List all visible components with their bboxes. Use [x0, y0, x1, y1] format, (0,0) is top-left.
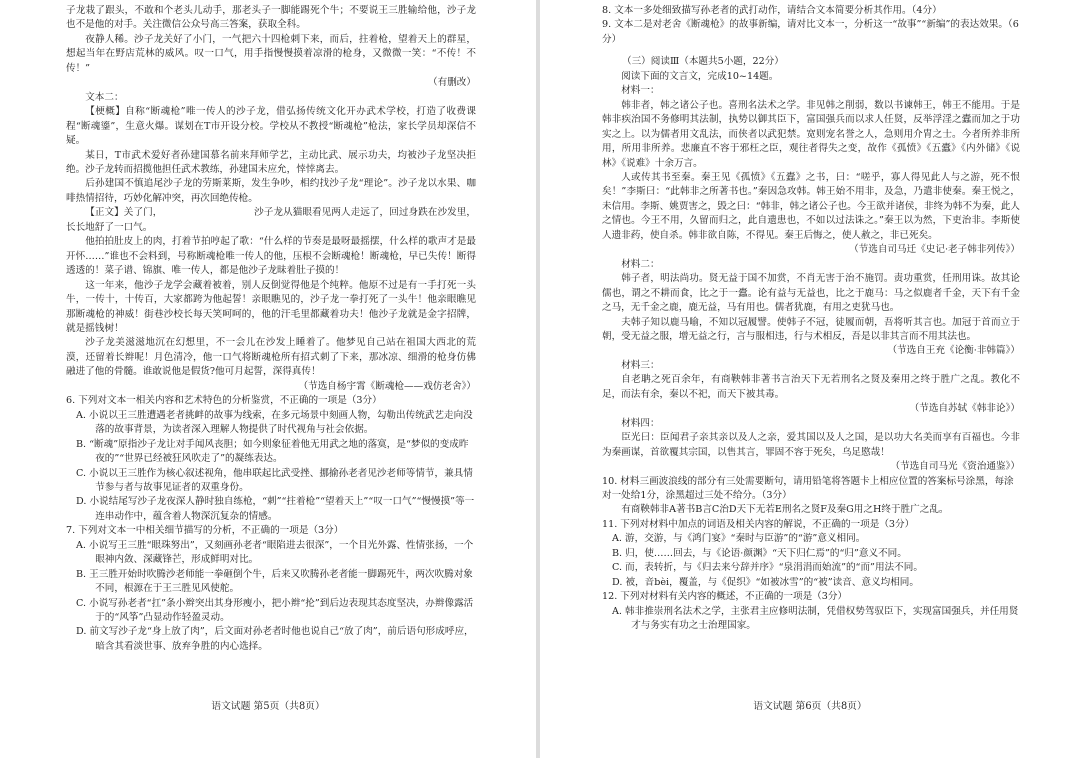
exam-page-6	[540, 0, 1080, 758]
question-text: 有商鞅韩非A著书B言C治D天下无若E刑名之贤F及秦G用之H终于胜广之乱。	[621, 504, 949, 516]
material-4-source: （节选自司马光《资治通鉴》）	[890, 461, 1020, 473]
material-1-heading: 材料一：	[621, 85, 660, 97]
paragraph: 后孙建国不慎追尾沙子龙的劳斯莱斯，发生争吵，相约找沙子龙“理论”。沙子龙以水果、咖啡热情招待，巧妙化解冲突，再次回绝传枪。	[66, 178, 476, 204]
question-text: D. 被，音bèi，覆盖，与《促织》“如被冰雪”的“被”读音、意义均相同。	[612, 576, 919, 588]
page-footer: 语文试题 第5页（共8页）	[211, 701, 325, 712]
paragraph: 【梗概】自称“断魂枪”唯一传人的沙子龙，借弘扬传统文化开办武术学校，打造了收费课程“断魂鎏”，生意火爆。谋划在T市开设分校。学校从不教授“断魂枪”枪法，家长学员却深信不疑。	[66, 106, 476, 147]
question-text: 9. 文本二是对老舍《断魂枪》的故事新编，请对比文本一，分析这一“故事”“新编”的表达效果。（6分）	[602, 19, 1019, 45]
question-text: 11. 下列对材料中加点的词语及相关内容的解说，不正确的一项是（3分）	[602, 518, 915, 530]
paragraph: 他拍拍肚皮上的肉，打着节拍哼起了歌：“什么样的节奏是最呀最摇摆，什么样的歌声才是最开怀……”谁也不会料到，号称断魂枪唯一传人的他，压根不会断魂枪！断魂枪，早已失传！断得透透的！菜子谱、锦旗、唯一传人，都是他沙子龙昧着肚子摸的！	[66, 236, 476, 277]
question-text: 6. 下列对文本一相关内容和艺术特色的分析鉴赏，不正确的一项是（3分）	[66, 395, 382, 407]
questions-6-7	[66, 394, 476, 654]
section-heading: （三）阅读Ⅲ（本题共5小题，22分）	[622, 56, 784, 68]
paragraph: 夫韩子知以鹿马喻，不知以冠履譬。使韩子不冠，徒履而朝，吾将听其言也。加冠于首而立于朝，受无益之服，增无益之行，言与服相违，行与术相反，吾是以非其言而不用其法也。	[602, 316, 1020, 342]
paragraph: 夜静人稀。沙子龙关好了小门，一气把六十四枪刺下来，而后，拄着枪，望着天上的群星，想起当年在野店荒林的威风。叹一口气，用手指慢慢摸着凉滑的枪身，又微微一笑：“不传！不传！”	[66, 33, 476, 74]
question-text: 7. 下列对文本一中相关细节描写的分析，不正确的一项是（3分）	[66, 525, 344, 537]
question-text: A. 小说写王三胜“眼珠努出”，又刻画孙老者“眼陷进去很深”，一个目光外露、性情张扬，一个眼神内敛、深藏锋芒，形成鲜明对比。	[76, 539, 474, 566]
material-3-source: （节选自苏轼《韩非论》）	[909, 403, 1020, 415]
material-2	[602, 272, 1020, 344]
material-1	[602, 99, 1020, 244]
paragraph: 自老聃之死百余年，有商鞅韩非著书言治天下无若刑名之贤及秦用之终于胜广之乱。教化不足，而法有余，秦以不祀，而天下被其毒。	[602, 374, 1020, 400]
reading-text-continued	[66, 4, 476, 394]
question-text: A. 游，交游，与《鸿门宴》“秦时与臣游”的“游”意义相同。	[612, 533, 866, 545]
material-4	[602, 431, 1020, 460]
question-text: B. “断魂”原指沙子龙让对手闻风丧胆；如今则象征着他无用武之地的落寞，是“梦似的变成昨夜的”“世界已经被狂风吹走了”的凝练表达。	[76, 438, 469, 465]
question-text: 8. 文本一多处细致描写孙老者的武打动作，请结合文本简要分析其作用。（4分）	[602, 5, 942, 16]
material-2-heading: 材料二：	[621, 258, 660, 270]
question-text: B. 王三胜开始时吹腾沙老师能一拳砸倒个牛，后来又吹腾孙老者能一脚踢死牛，两次吹腾对象不同，根源在于王三胜见风使舵。	[76, 568, 473, 595]
paragraph: 【正文】关了门， 沙子龙从猫眼看见两人走远了，回过身跌在沙发里，长长地舒了一口气。	[66, 207, 476, 233]
paragraph: 韩非者，韩之诸公子也。喜刑名法术之学。非见韩之削弱，数以书谏韩王，韩王不能用。于是韩非疾治国不务修明其法制，执势以御其臣下，富国强兵而以求人任贤，反举浮淫之蠹而加之于功实之上。以为儒者用文乱法，而侠者以武犯禁。宽则宠名誉之人，急则用介胄之士。今者所养非所用，所用非所养。悲廉直不容于邪枉之臣，观往者得失之变，故作《孤愤》《五蠹》《内外储》《说林》《说难》十余万言。	[602, 99, 1020, 169]
question-text: C. 而，表转折，与《归去来兮辞并序》“泉涓涓而始流”的“而”用法不同。	[612, 562, 923, 574]
question-text: B. 归，使……回去，与《论语·颜渊》“天下归仁焉”的“归”意义不同。	[612, 547, 907, 559]
paragraph: 文本二：	[85, 91, 124, 103]
paragraph: 子龙栽了跟头，不敢和个老头儿动手，那老头子一脚能踢死个牛；不要说王三胜输给他，沙子龙也不是他的对手。关注微信公众号高三答案，获取全科。	[66, 5, 476, 31]
question-text: D. 前文写沙子龙“身上放了肉”，后文面对孙老者时他也说自己“放了肉”，前后语句形成呼应，暗含其看淡世事、放弃争胜的内心选择。	[76, 626, 474, 652]
paragraph: 臣光曰：臣闻君子亲其亲以及人之亲，爱其国以及人之国，是以功大名美而享有百福也。今非为秦画谋，首欲覆其宗国，以售其言，罪固不容于死矣，乌足愍哉！	[602, 432, 1020, 458]
material-3	[602, 373, 1020, 402]
questions-10-12	[602, 475, 1020, 634]
paragraph: （节选自杨宇霄《断魂枪——戏仿老舍》）	[298, 380, 476, 392]
page-footer: 语文试题 第6页（共8页）	[753, 701, 867, 712]
exam-page-5	[0, 0, 536, 758]
question-text: A. 小说以王三胜遭遇老者挑衅的故事为线索，在多元场景中刻画人物，勾勒出传统武艺走向没落的故事背景，为读者深入理解人物提供了时代视角与社会依据。	[76, 409, 473, 436]
section-instruction: 阅读下面的文言文，完成10~14题。	[621, 70, 779, 82]
question-text: C. 小说写孙老者“扛”条小辫突出其身形瘦小，把小辫“抡”到后边表现其态度坚决，办辫像露活于的“风筝”凸显动作轻盈灵动。	[76, 597, 474, 624]
material-3-heading: 材料三：	[621, 359, 660, 371]
paragraph: 韩子者，明法尚功。贤无益于国不加赏，不肖无害于治不施罚。责功重赏，任刑用诛。故其论儒也，谓之不耕而食，比之于一蠹。论有益与无益也，比之于鹿马：马之似鹿者千金，天下有千金之马，无千金之鹿，鹿无益，马有用也。儒者犹鹿，有用之吏犹马也。	[602, 273, 1020, 314]
paragraph: （有删改）	[428, 77, 476, 89]
question-text: C. 小说以王三胜作为核心叙述视角，他串联起比武受挫、挪揄孙老者见沙老师等情节，兼具情节参与者与故事见证者的双重身份。	[76, 467, 473, 493]
questions-8-9	[602, 4, 1020, 47]
material-2-source: （节选自王充《论衡·非韩篇》）	[887, 345, 1020, 357]
material-4-heading: 材料四：	[621, 417, 660, 429]
paragraph: 人或传其书至秦。秦王见《孤愤》《五蠹》之书，曰：“嗟乎，寡人得见此人与之游，死不恨矣！”李斯曰：“此韩非之所著书也。”秦因急攻韩。韩王始不用非，及急，乃遣非使秦。秦王悦之，未信用。李斯、姚贾害之，毁之曰：“韩非，韩之诸公子也。今王欲并诸侯，非终为韩不为秦，此人之情也。今王不用，久留而归之，此自遗患也，不如以过法诛之。”秦王以为然，下吏治非。李斯使人遗非药，使自杀。韩非欲自陈，不得见。秦王后悔之，使人赦之，非已死矣。	[602, 171, 1020, 241]
question-text: A. 韩非推崇刑名法术之学，主张君主应修明法制，凭借权势驾驭臣下，实现富国强兵，并任用贤才与务实有功之士治理国家。	[612, 605, 1019, 632]
question-text: 12. 下列对材料有关内容的概述，不正确的一项是（3分）	[602, 591, 848, 603]
paragraph: 某日，T市武术爱好者孙建国慕名前来拜师学艺，主动比武、展示功夫，均被沙子龙坚决拒绝。沙子龙转而招揽他担任武术教练，孙建国未应允，悻悻离去。	[66, 149, 476, 175]
paragraph: 这一年来，他沙子龙学会藏着被着，别人反倒觉得他是个纯粹。他原不过是有一手打死一头牛，一传十，十传百，大家都跨为他起誓！亲眼瞧见的，沙子龙一拳打死了一头牛！他亲眼瞧见那断魂枪的神威！街巷沙校长每天笑呵呵的，他的汗毛里都藏着功夫！他沙子龙就是金字招牌，就是摇钱树！	[66, 279, 476, 334]
material-1-source: （节选自司马迁《史记·老子韩非列传》）	[849, 244, 1020, 256]
question-text: D. 小说结尾写沙子龙夜深人静时独自练枪，“刺”“拄着枪”“望着天上”“叹一口气”“慢慢摸”等一连串动作中，蕴含着人物深沉复杂的情感。	[76, 496, 475, 522]
question-text: 10. 材料三画波浪线的部分有三处需要断句，请用铅笔将答题卡上相应位置的答案标号涂黑，每涂对一处给1分，涂黑超过三处不给分。（3分）	[602, 475, 1014, 501]
paragraph: 沙子龙美滋滋地沉在幻想里，不一会儿在沙发上睡着了。他梦见自己站在祖国大西北的荒漠，还留着长辫呢！月色清冷，他一口气将断魂枪所有招式刺了下来，那冰凉、细滑的枪身仿佛融进了他的骨髓。谁敢说他是假货?他可月起誓，深得真传！	[66, 337, 476, 378]
